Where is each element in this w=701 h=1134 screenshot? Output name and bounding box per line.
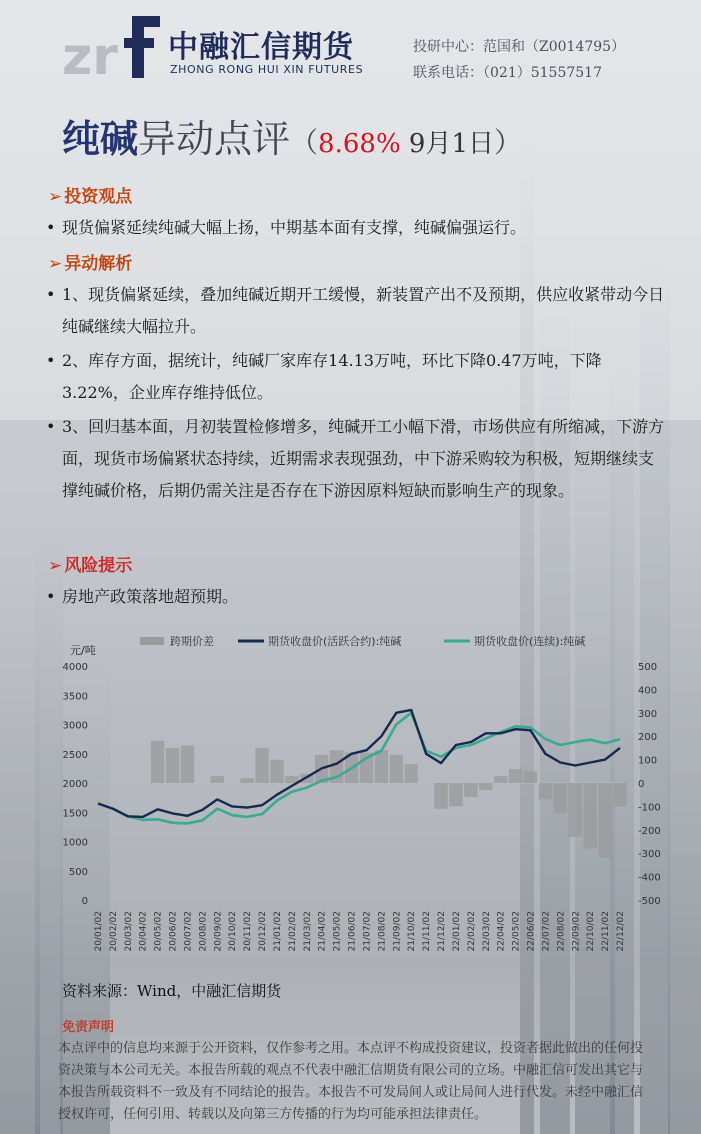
y-tick-label-left: 500 (68, 866, 88, 878)
legend-swatch (140, 637, 164, 645)
spread-bar (390, 755, 403, 783)
y-tick-label-right: 400 (638, 685, 658, 697)
spread-bar (211, 776, 224, 783)
report-header (0, 0, 701, 100)
x-tick-label: 21/05/02 (332, 911, 343, 952)
section-investment-view-label: 投资观点 (64, 187, 133, 207)
x-tick-label: 20/08/02 (198, 911, 209, 952)
price-chart (60, 628, 690, 968)
spread-bar (583, 783, 596, 849)
x-tick-label: 21/02/02 (287, 911, 298, 952)
spread-bar (479, 783, 492, 790)
contact-analyst: 投研中心：范国和（Z0014795） (413, 39, 626, 55)
spread-bar (613, 783, 626, 806)
spread-bar (449, 783, 462, 806)
y-tick-label-right: 200 (638, 732, 658, 744)
x-tick-label: 21/10/02 (407, 911, 418, 952)
y-tick-label-right: 500 (638, 662, 658, 673)
title-type: 异动点评 (138, 117, 291, 161)
legend-label: 期货收盘价(活跃合约):纯碱 (268, 635, 402, 648)
x-tick-label: 21/03/02 (302, 911, 313, 952)
x-tick-label: 22/07/02 (541, 911, 552, 952)
x-tick-label: 21/01/02 (272, 911, 283, 952)
title-commodity: 纯碱 (62, 117, 139, 161)
x-tick-label: 22/02/02 (466, 911, 477, 952)
y-tick-label-right: -200 (638, 825, 661, 837)
legend-label: 跨期价差 (170, 635, 214, 648)
x-tick-label: 21/11/02 (422, 911, 433, 952)
contact-info (413, 34, 625, 86)
x-tick-label: 21/08/02 (377, 911, 388, 952)
paragraph-text: 3、回归基本面，月初装置检修增多，纯碱开工小幅下滑，市场供应有所缩减，下游方面，现货市场偏紧状态持续，近期需求表现强劲，中下游采购较为积极，短期继续支撑纯碱价格，后期仍需关注是否存在下游因原料短缺而影响生产的现象。 (62, 417, 665, 500)
section-analysis (48, 249, 132, 274)
x-tick-label: 22/04/02 (496, 911, 507, 952)
title-close-paren: ） (494, 126, 523, 159)
spread-bar (240, 778, 253, 783)
x-tick-label: 20/01/02 (94, 911, 104, 952)
spread-bar (255, 748, 268, 783)
x-tick-label: 21/04/02 (317, 911, 328, 952)
contact-phone: 联系电话：（021）51557517 (413, 65, 602, 81)
x-tick-label: 21/07/02 (362, 911, 373, 952)
x-tick-label: 22/01/02 (451, 911, 462, 952)
spread-bar (404, 764, 417, 783)
bullet-icon: • (46, 285, 56, 304)
x-tick-label: 20/04/02 (138, 911, 149, 952)
x-tick-label: 22/11/02 (601, 911, 612, 952)
x-tick-label: 20/03/02 (123, 911, 134, 952)
svg-text:zr: zr (62, 27, 118, 80)
bullet-icon: • (46, 417, 56, 436)
x-tick-label: 22/05/02 (511, 911, 522, 952)
x-tick-label: 22/08/02 (556, 911, 567, 952)
y-tick-label-left: 0 (81, 896, 88, 907)
bullet-icon: • (46, 587, 56, 606)
x-tick-label: 22/03/02 (481, 911, 492, 952)
y-tick-label-left: 2500 (62, 749, 88, 761)
x-tick-label: 20/09/02 (213, 911, 224, 952)
y-tick-label-left: 1000 (62, 837, 88, 849)
paragraph-text: 2、库存方面，据统计，纯碱厂家库存14.13万吨，环比下降0.47万吨，下降3.22%，企业库存维持低位。 (62, 351, 602, 402)
spread-bar (539, 783, 552, 799)
company-logo-icon (62, 12, 162, 80)
x-tick-label: 20/05/02 (153, 911, 164, 952)
y-tick-label-left: 3500 (62, 691, 88, 703)
spread-bar (524, 771, 537, 783)
spread-bar (181, 746, 194, 783)
y-axis-title: 元/吨 (70, 644, 96, 657)
data-source: 资料来源：Wind，中融汇信期货 (62, 982, 282, 1000)
x-tick-label: 20/11/02 (243, 911, 254, 952)
spread-bar (434, 783, 447, 809)
section-risk-label: 风险提示 (64, 556, 133, 576)
section-risk (48, 551, 132, 576)
disclaimer-title: 免责声明 (62, 1020, 115, 1035)
title-date: 9月1日 (400, 129, 495, 159)
x-tick-label: 20/02/02 (108, 911, 119, 952)
spread-bar (270, 760, 283, 783)
y-tick-label-right: -500 (638, 896, 661, 907)
spread-bar (494, 776, 507, 783)
chevron-right-icon: ➢ (48, 187, 63, 207)
y-tick-label-right: -100 (638, 802, 661, 814)
paragraph-text: 现货偏紧延续纯碱大幅上扬，中期基本面有支撑，纯碱偏强运行。 (62, 218, 527, 237)
spread-bar (554, 783, 567, 813)
company-name-en: ZHONG RONG HUI XIN FUTURES (170, 63, 364, 76)
x-tick-label: 21/09/02 (392, 911, 403, 952)
spread-bar (151, 741, 164, 783)
x-tick-label: 20/12/02 (258, 911, 269, 952)
spread-bar (464, 783, 477, 797)
risk-text (46, 581, 666, 613)
y-tick-label-right: -300 (638, 849, 661, 861)
x-tick-label: 20/07/02 (183, 911, 194, 952)
x-tick-label: 22/09/02 (571, 911, 582, 952)
legend-label: 期货收盘价(连续):纯碱 (474, 635, 586, 648)
analysis-item (46, 279, 666, 343)
bullet-icon: • (46, 218, 56, 237)
x-tick-label: 20/06/02 (168, 911, 179, 952)
x-tick-label: 22/12/02 (616, 911, 626, 952)
bullet-icon: • (46, 351, 56, 370)
paragraph-text: 1、现货偏紧延续，叠加纯碱近期开工缓慢，新装置产出不及预期，供应收紧带动今日纯碱继续大幅拉升。 (62, 285, 665, 336)
section-analysis-label: 异动解析 (64, 254, 133, 274)
spread-bar (598, 783, 611, 858)
chevron-right-icon: ➢ (48, 556, 63, 576)
analysis-item (46, 345, 666, 409)
spread-bar (375, 750, 388, 783)
section-investment-view (48, 182, 132, 207)
x-tick-label: 21/06/02 (347, 911, 358, 952)
title-open-paren: （ (290, 126, 319, 159)
page-title (62, 108, 522, 163)
x-tick-label: 22/06/02 (526, 911, 537, 952)
y-tick-label-right: 300 (638, 708, 658, 720)
y-tick-label-right: -400 (638, 872, 661, 884)
x-tick-label: 20/10/02 (228, 911, 239, 952)
chevron-right-icon: ➢ (48, 254, 63, 274)
analysis-item (46, 411, 666, 507)
spread-bar (569, 783, 582, 837)
y-tick-label-left: 2000 (62, 779, 88, 790)
investment-view-text (46, 212, 666, 244)
spread-bar (166, 748, 179, 783)
y-tick-label-left: 4000 (62, 662, 88, 673)
company-name-cn: 中融汇信期货 (168, 30, 354, 65)
spread-bar (509, 769, 522, 783)
paragraph-text: 房地产政策落地超预期。 (62, 587, 239, 606)
x-tick-label: 21/12/02 (437, 911, 448, 952)
y-tick-label-left: 1500 (62, 808, 88, 820)
y-tick-label-right: 0 (638, 779, 645, 790)
x-tick-label: 22/10/02 (586, 911, 597, 952)
disclaimer-body: 本点评中的信息均来源于公开资料，仅作参考之用。本点评不构成投资建议，投资者据此做出的任何投资决策与本公司无关。本报告所载的观点不代表中融汇信期货有限公司的立场。中融汇信可发出其它与本报告所载资料不一致及有不同结论的报告。本报告不可发局间人或让局间人进行代发。未经中融汇信授权许可，任何引用、转载以及向第三方传播的行为均可能承担法律责任。 (58, 1041, 644, 1122)
title-change-percent: 8.68% (318, 129, 401, 159)
y-tick-label-left: 3000 (62, 720, 88, 732)
y-tick-label-right: 100 (638, 755, 658, 767)
